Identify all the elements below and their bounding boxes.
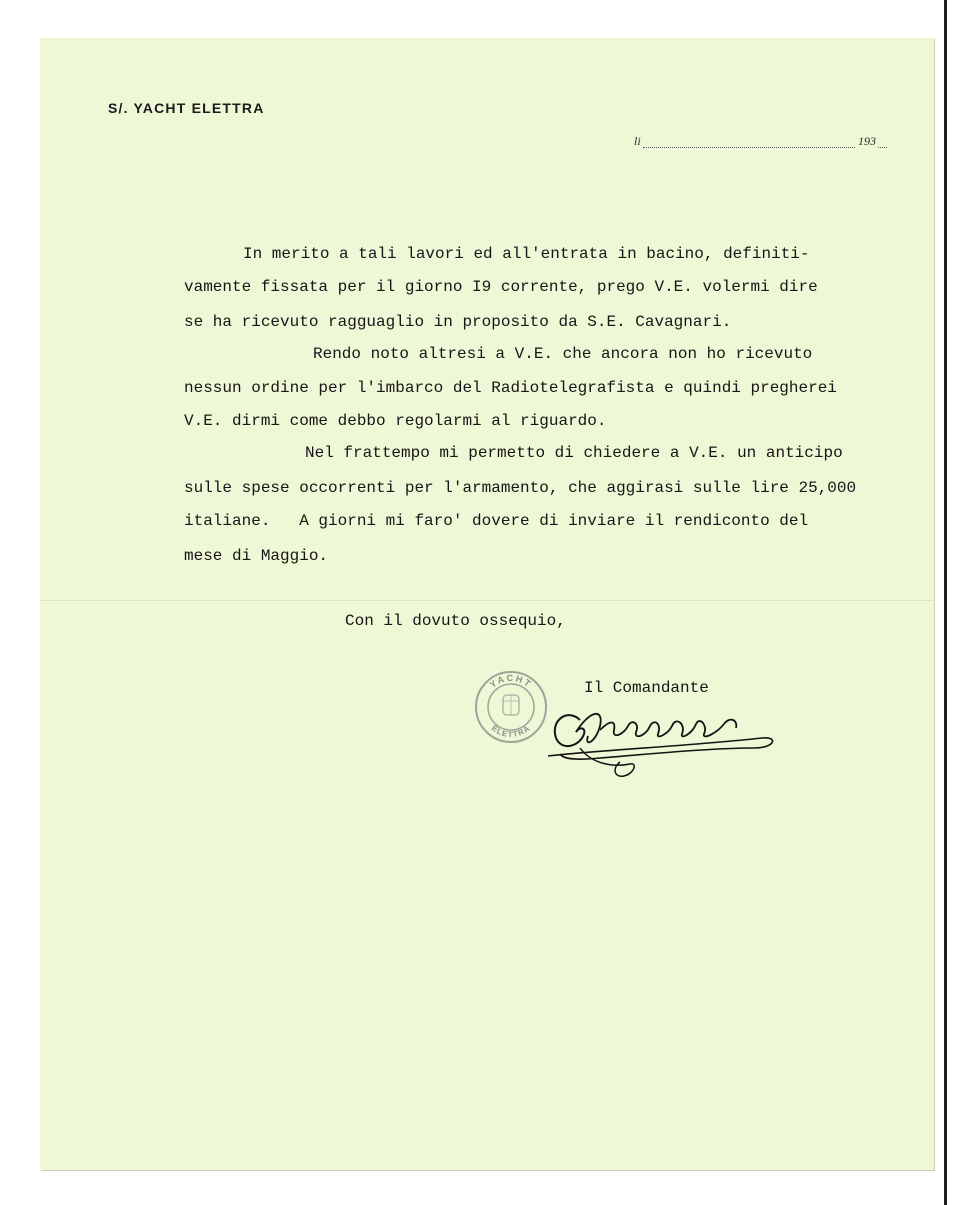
paragraph2-line1: Rendo noto altresi a V.E. che ancora non ho ricevuto <box>313 345 813 363</box>
paragraph2-line2: nessun ordine per l'imbarco del Radiotelegrafista e quindi pregherei <box>184 379 837 397</box>
stamp-top-text: YACHT <box>487 672 535 690</box>
date-dotted-line <box>643 147 887 148</box>
stamp-bottom-text: ELETTRA <box>489 723 533 740</box>
handwritten-signature <box>540 690 780 785</box>
letterhead-title: S/. YACHT ELETTRA <box>108 100 265 116</box>
svg-text:ELETTRA <box>490 723 532 739</box>
paragraph3-line3: italiane. A giorni mi faro' dovere di inviare il rendiconto del <box>184 512 809 530</box>
paragraph1-line2: vamente fissata per il giorno I9 corrente, prego V.E. volermi dire <box>184 278 818 296</box>
yacht-stamp-seal <box>473 669 549 745</box>
paragraph3-line4: mese di Maggio. <box>184 547 329 565</box>
paragraph2-line3: V.E. dirmi come debbo regolarmi al riguardo. <box>184 412 607 430</box>
date-line <box>634 134 890 150</box>
date-place-prefix: li <box>634 134 641 148</box>
paragraph3-line2: sulle spese occorrenti per l'armamento, che aggirasi sulle lire 25,000 <box>184 479 857 497</box>
paragraph1-line1: In merito a tali lavori ed all'entrata in bacino, definiti- <box>243 245 810 263</box>
signatory-title: Il Comandante <box>584 679 709 697</box>
paragraph3-line1: Nel frattempo mi permetto di chiedere a V.E. un anticipo <box>305 444 843 462</box>
date-year-prefix: 193 <box>858 134 876 148</box>
paragraph1-line3: se ha ricevuto ragguaglio in proposito da S.E. Cavagnari. <box>184 313 732 331</box>
paper-fold-crease <box>40 600 934 601</box>
letter-sheet <box>40 38 934 1170</box>
page-edge-shadow <box>944 0 947 1205</box>
closing-salutation: Con il dovuto ossequio, <box>345 612 566 630</box>
